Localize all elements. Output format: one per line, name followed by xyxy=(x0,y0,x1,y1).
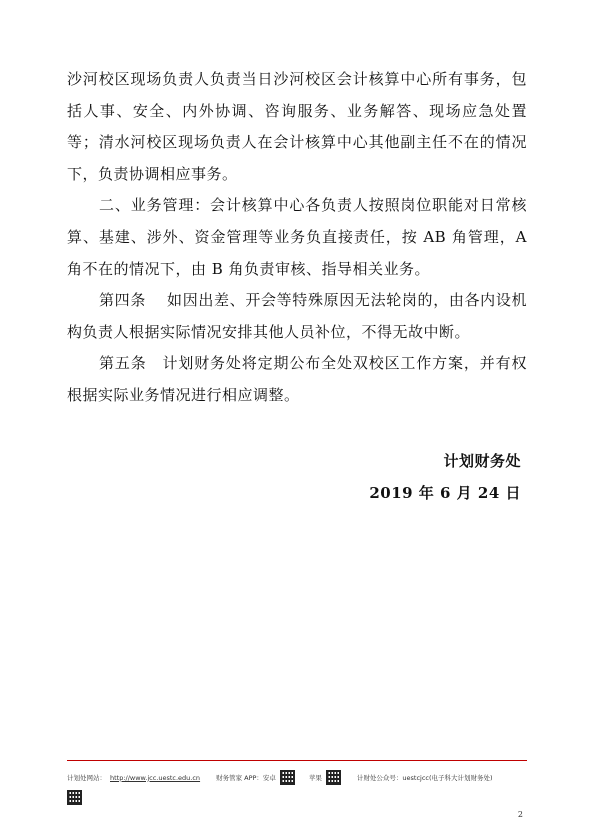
footer xyxy=(67,770,537,785)
paragraph-2: 二、业务管理：会计核算中心各负责人按照岗位职能对日常核算、基建、涉外、资金管理等业务负直接责任，按 AB 角管理，A 角不在的情况下，由 B 角负责审核、指导相关业务。 xyxy=(67,196,527,278)
document-body xyxy=(67,64,527,412)
page-number: 2 xyxy=(517,810,523,819)
footer-site-link[interactable]: http://www.jcc.uestc.edu.cn xyxy=(110,773,201,782)
footer-site-label: 计划处网站： xyxy=(67,774,106,782)
qr-code-icon xyxy=(280,770,295,785)
footer-app-label: 财务管家 APP：安卓 xyxy=(216,774,276,782)
qr-code-icon xyxy=(326,770,341,785)
footer-divider xyxy=(67,760,527,761)
paragraph-4: 第五条 计划财务处将定期公布全处双校区工作方案，并有权根据实际业务情况进行相应调整。 xyxy=(67,354,527,404)
footer-apple-label: 苹果 xyxy=(308,774,322,782)
qr-code-icon xyxy=(67,790,82,805)
signature-date: 2019 年 6 月 24 日 xyxy=(369,484,521,502)
signature-org: 计划财务处 xyxy=(443,452,521,470)
paragraph-1: 沙河校区现场负责人负责当日沙河校区会计核算中心所有事务，包括人事、安全、内外协调、咨询服务、业务解答、现场应急处置等；清水河校区现场负责人在会计核算中心其他副主任不在的情况下，负责协调相应事务。 xyxy=(67,70,527,183)
paragraph-3: 第四条 如因出差、开会等特殊原因无法轮岗的，由各内设机构负责人根据实际情况安排其他人员补位，不得无故中断。 xyxy=(67,291,527,341)
footer-wechat-label: 计财处公众号：uestcjcc(电子科大计划财务处) xyxy=(356,774,493,782)
